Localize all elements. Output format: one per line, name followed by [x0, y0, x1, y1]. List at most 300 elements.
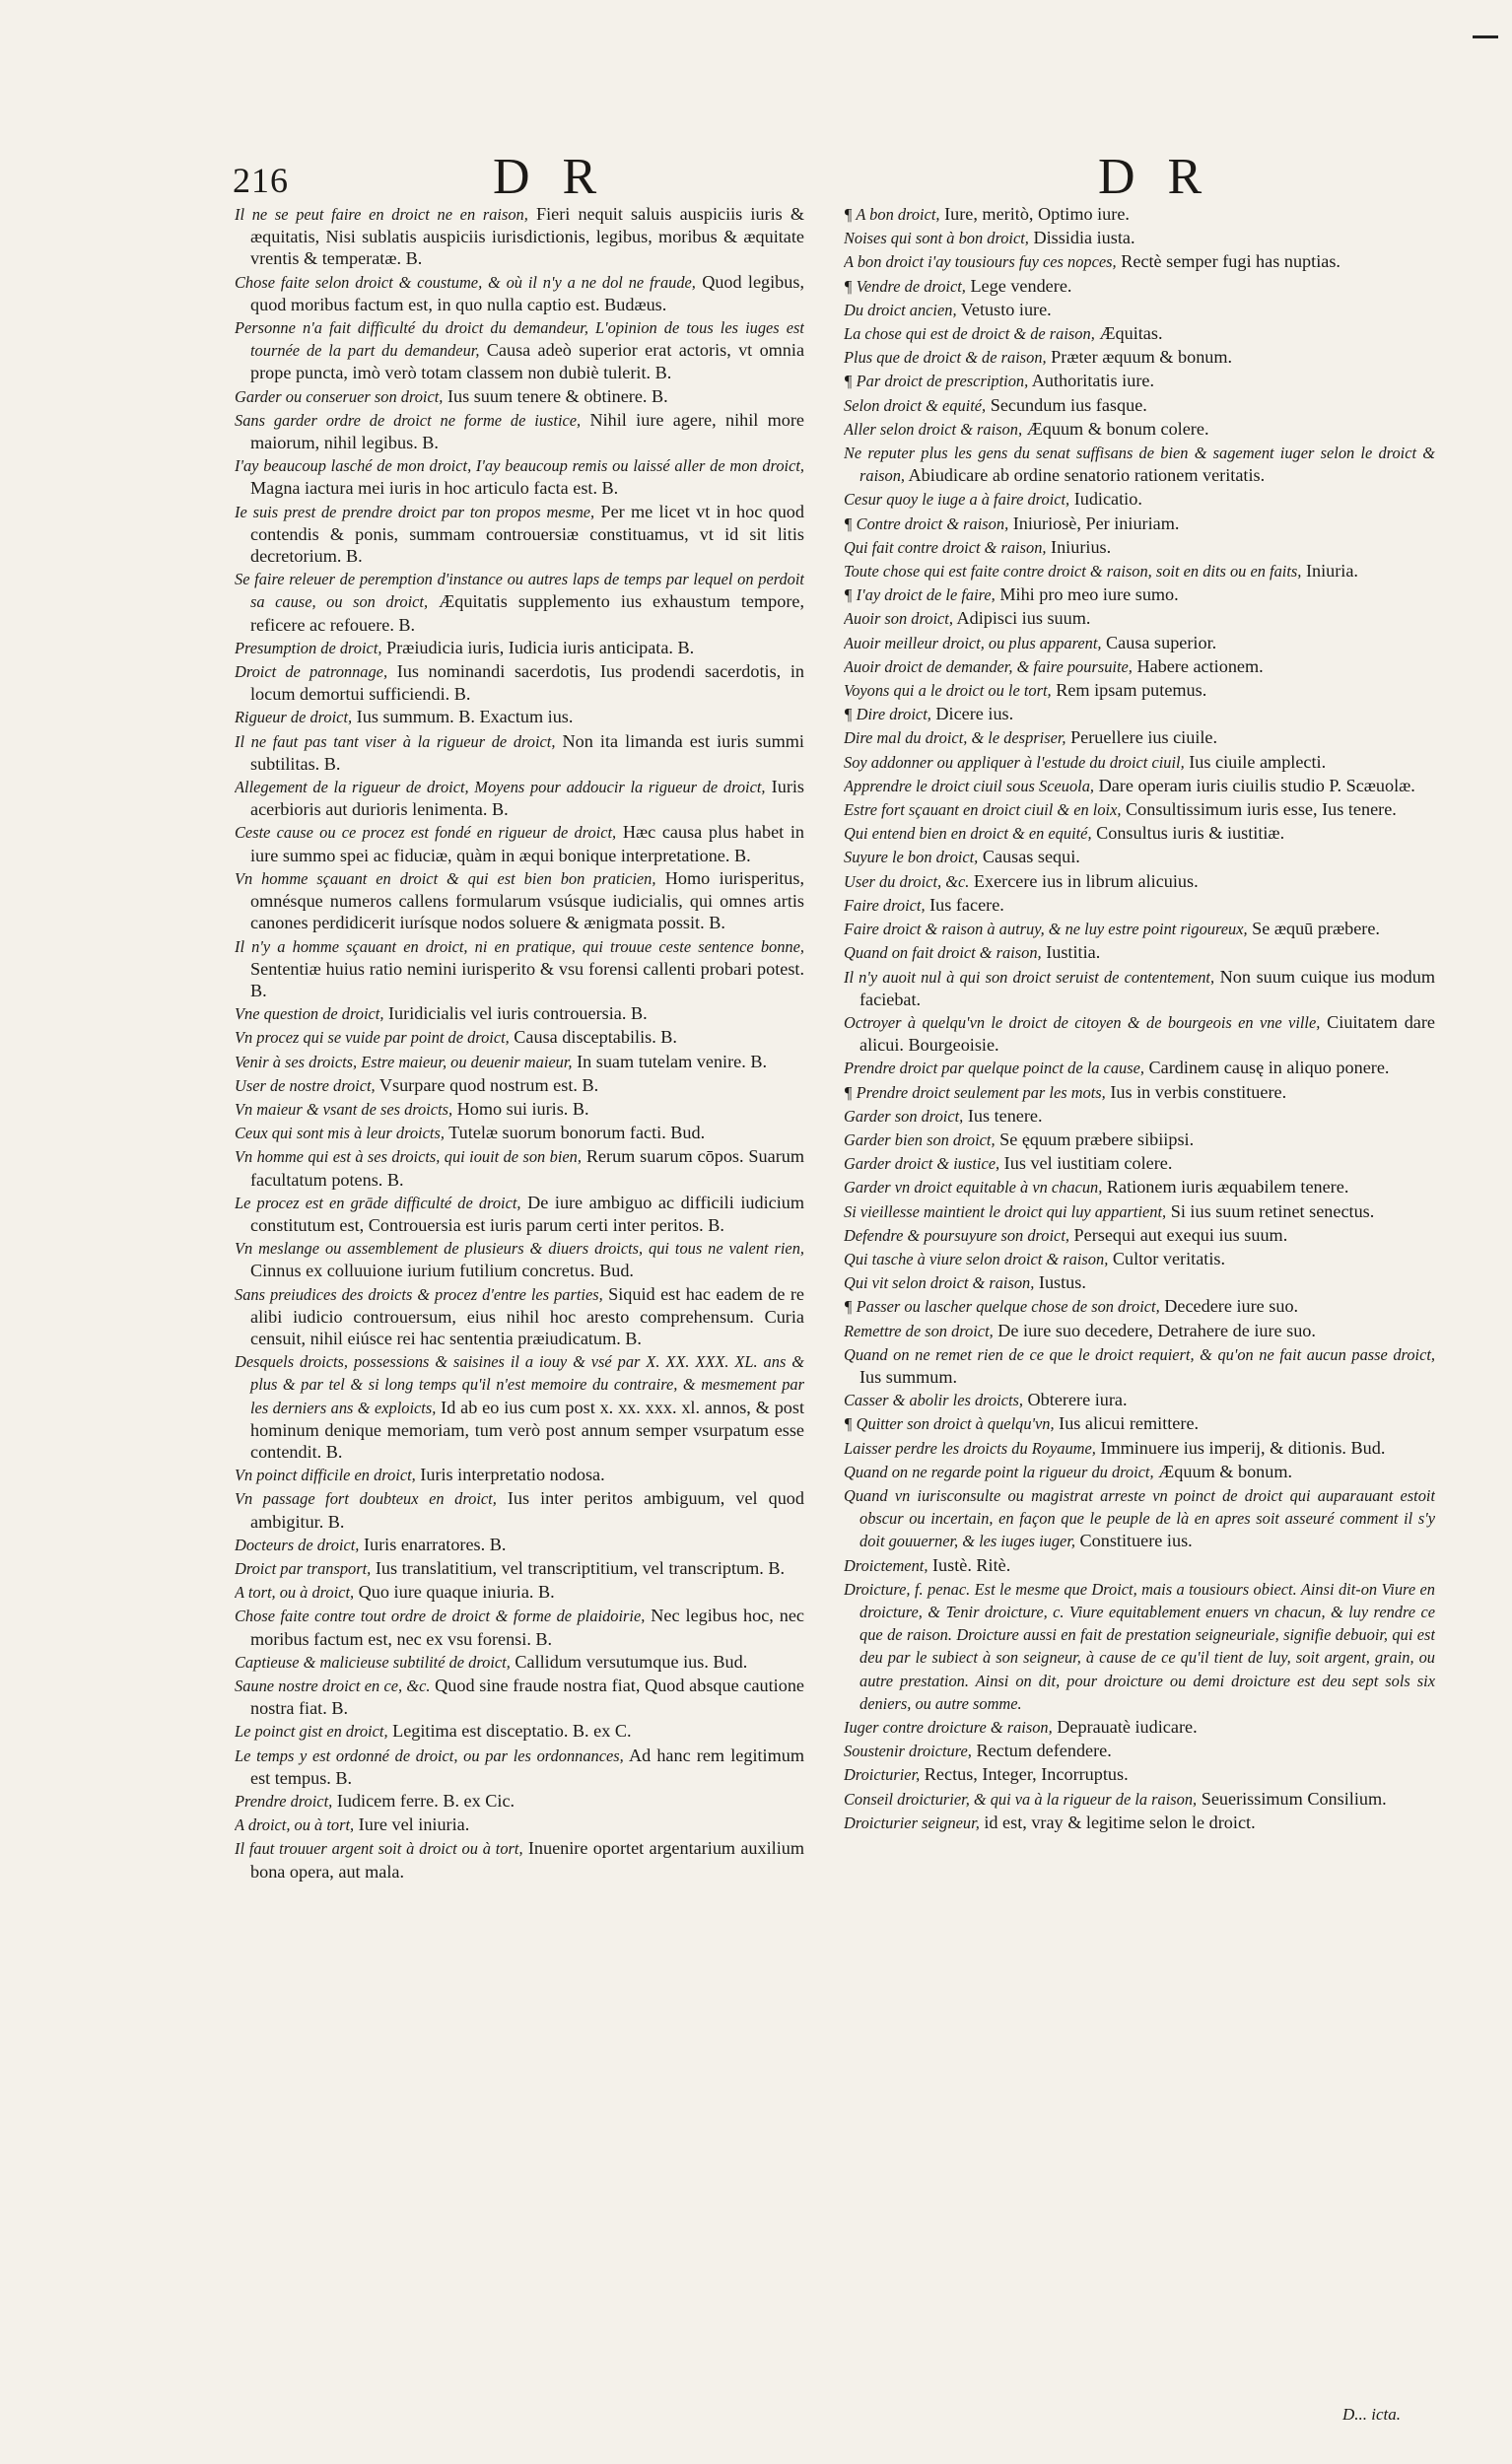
latin-translation: Non ita limanda est iuris summi subtilitas. B.: [250, 730, 804, 774]
french-phrase: Presumption de droict,: [235, 638, 382, 657]
dictionary-entry: [235, 776, 804, 820]
french-phrase: Apprendre le droict ciuil sous Sceuola,: [844, 776, 1095, 795]
latin-translation: id est, vray & legitime selon le droict.: [984, 1812, 1256, 1832]
dictionary-entry: [844, 1152, 1435, 1175]
french-phrase: A droict, ou à tort,: [235, 1815, 355, 1835]
french-phrase: I'ay beaucoup lasché de mon droict, I'ay beaucoup remis ou laissé aller de mon droict,: [235, 456, 804, 476]
dictionary-entry: [235, 1745, 804, 1789]
french-phrase: Ceux qui sont mis à leur droicts,: [235, 1124, 445, 1143]
dictionary-entry: [235, 1557, 804, 1580]
dictionary-entry: [844, 846, 1435, 868]
dictionary-entry: [844, 966, 1435, 1010]
latin-translation: Deprauatè iudicare.: [1057, 1717, 1198, 1737]
french-phrase: ¶ A bon droict,: [844, 205, 940, 224]
dictionary-entry: [844, 299, 1435, 321]
french-phrase: Defendre & poursuyure son droict,: [844, 1225, 1069, 1245]
dictionary-entry: [235, 1145, 804, 1190]
dictionary-entry: [235, 454, 804, 499]
dictionary-entry: [235, 203, 804, 270]
french-phrase: Si vieillesse maintient le droict qui luy appartient,: [844, 1201, 1167, 1221]
latin-translation: Causa superior.: [1106, 632, 1217, 652]
dictionary-entry: [235, 1837, 804, 1882]
french-phrase: Prendre droict,: [235, 1792, 333, 1812]
french-phrase: Ne reputer plus les gens du senat suffisans de bien & sagement iuger selon le droict & raison,: [844, 444, 1435, 486]
dictionary-entry: [235, 1651, 804, 1674]
latin-translation: Iustitia.: [1046, 942, 1101, 963]
dictionary-entry: [844, 560, 1435, 582]
dictionary-entry: [235, 935, 804, 1002]
latin-translation: Tutelæ suorum bonorum facti. Bud.: [448, 1123, 706, 1143]
latin-translation: Rem ipsam putemus.: [1056, 680, 1207, 701]
latin-translation: Dicere ius.: [935, 704, 1014, 724]
french-phrase: Aller selon droict & raison,: [844, 419, 1023, 439]
latin-translation: Legitima est disceptatio. B. ex C.: [392, 1721, 632, 1742]
dictionary-entry: [844, 1129, 1435, 1151]
french-phrase: Garder bien son droict,: [844, 1129, 996, 1149]
dictionary-entry: [235, 1790, 804, 1813]
french-phrase: Le procez est en grāde difficulté de droict,: [235, 1193, 521, 1212]
dictionary-entry: [235, 730, 804, 775]
french-phrase: Il n'y a homme sçauant en droict, ni en pratique, qui trouue ceste sentence bonne,: [235, 936, 804, 956]
latin-translation: Præter æquum & bonum.: [1051, 347, 1233, 368]
dictionary-entry: [844, 394, 1435, 417]
french-phrase: Noises qui sont à bon droict,: [844, 229, 1029, 248]
latin-translation: Ius facere.: [929, 894, 1004, 915]
french-phrase: Cesur quoy le iuge a à faire droict,: [844, 490, 1070, 510]
french-phrase: ¶ Par droict de prescription,: [844, 372, 1029, 391]
latin-translation: Secundum ius fasque.: [990, 394, 1147, 415]
latin-translation: Iure vel iniuria.: [358, 1814, 470, 1835]
dictionary-entry: [844, 894, 1435, 917]
french-phrase: Casser & abolir les droicts,: [844, 1391, 1023, 1410]
french-phrase: Vn homme sçauant en droict & qui est bien bon praticien,: [235, 868, 656, 888]
latin-translation: Se æquū præbere.: [1252, 919, 1380, 939]
dictionary-entry: [844, 418, 1435, 441]
french-phrase: Conseil droicturier, & qui va à la rigueur de la raison,: [844, 1789, 1198, 1809]
latin-translation: Iudicatio.: [1073, 489, 1142, 510]
latin-translation: Cultor veritatis.: [1112, 1248, 1226, 1268]
dictionary-entry: [844, 1578, 1435, 1715]
french-phrase: Allegement de la rigueur de droict, Moyens pour addoucir la rigueur de droict,: [235, 778, 766, 797]
dictionary-entry: [235, 1720, 804, 1743]
latin-translation: Iniurius.: [1051, 536, 1112, 557]
dictionary-entry: [844, 1224, 1435, 1247]
french-phrase: Dire mal du droict, & le despriser,: [844, 728, 1066, 748]
french-phrase: Docteurs de droict,: [235, 1535, 360, 1554]
french-phrase: Quand on ne remet rien de ce que le droict requiert, & qu'on ne fait aucun passe droict,: [844, 1344, 1435, 1364]
dictionary-entry: [844, 607, 1435, 630]
dictionary-entry: [844, 1200, 1435, 1223]
latin-translation: Abiudicare ab ordine senatorio rationem veritatis.: [908, 465, 1266, 486]
french-phrase: Sans garder ordre de droict ne forme de iustice,: [235, 410, 582, 430]
dictionary-entry: [844, 1011, 1435, 1056]
french-phrase: Droicturier,: [844, 1765, 921, 1785]
french-phrase: Iuger contre droicture & raison,: [844, 1718, 1053, 1737]
dictionary-entry: [235, 867, 804, 934]
dictionary-entry: [844, 941, 1435, 964]
french-phrase: Octroyer à quelqu'vn le droict de citoyen & de bourgeois en vne ville,: [844, 1012, 1321, 1032]
dictionary-entry: [235, 409, 804, 453]
dictionary-entry: [235, 316, 804, 384]
page-number: 216: [233, 161, 289, 200]
dictionary-entry: [235, 706, 804, 728]
french-phrase: Ceste cause ou ce procez est fondé en rigueur de droict,: [235, 823, 617, 843]
french-phrase: La chose qui est de droict & de raison,: [844, 324, 1095, 344]
french-phrase: Qui vit selon droict & raison,: [844, 1273, 1035, 1293]
french-phrase: Personne n'a fait difficulté du droict du demandeur, L'opinion de tous les iuges est tournée de la part du demandeur,: [235, 318, 804, 361]
french-phrase: User de nostre droict,: [235, 1075, 376, 1095]
dictionary-entry: [844, 1176, 1435, 1198]
latin-translation: Dare operam iuris ciuilis studio P. Scæuolæ.: [1098, 775, 1415, 795]
latin-translation: Peruellere ius ciuile.: [1070, 727, 1218, 748]
latin-translation: Nec legibus hoc, nec moribus factum est, nec ex vsu forensi. B.: [250, 1606, 804, 1649]
latin-translation: Vsurpare quod nostrum est. B.: [378, 1074, 599, 1095]
dictionary-entry: [844, 1484, 1435, 1553]
french-phrase: Faire droict & raison à autruy, & ne luy estre point rigoureux,: [844, 920, 1248, 939]
french-phrase: Garder vn droict equitable à vn chacun,: [844, 1178, 1103, 1198]
french-phrase: Auoir droict de demander, & faire poursuite,: [844, 656, 1133, 676]
dictionary-entry: [844, 1763, 1435, 1786]
dictionary-entry: [844, 655, 1435, 678]
french-phrase: Le temps y est ordonné de droict, ou par les ordonnances,: [235, 1745, 624, 1765]
dictionary-entry: [844, 775, 1435, 797]
french-phrase: Vn poinct difficile en droict,: [235, 1466, 416, 1485]
latin-translation: Æquitatis supplemento ius exhaustum tempore, reficere ac refouere. B.: [250, 591, 804, 635]
latin-translation: Iudicem ferre. B. ex Cic.: [336, 1791, 515, 1812]
french-phrase: ¶ Quitter son droict à quelqu'vn,: [844, 1414, 1055, 1434]
dictionary-entry: [844, 1740, 1435, 1762]
running-head-right: D R: [1098, 149, 1212, 205]
dictionary-entry: [844, 442, 1435, 487]
latin-translation: Causa disceptabilis. B.: [514, 1027, 677, 1048]
french-phrase: Remettre de son droict,: [844, 1321, 994, 1340]
french-phrase: Selon droict & equité,: [844, 395, 987, 415]
dictionary-entry: [844, 632, 1435, 654]
latin-translation: Ius alicui remittere.: [1059, 1413, 1200, 1434]
french-phrase: ¶ Passer ou lascher quelque chose de son droict,: [844, 1297, 1160, 1317]
french-phrase: Garder ou conseruer son droict,: [235, 386, 444, 406]
latin-translation: Decedere iure suo.: [1164, 1296, 1299, 1317]
latin-translation: Callidum versutumque ius. Bud.: [515, 1651, 748, 1672]
dictionary-entry: [844, 751, 1435, 774]
french-phrase: Saune nostre droict en ce, &c.: [235, 1677, 431, 1695]
french-phrase: Prendre droict par quelque poinct de la cause,: [844, 1059, 1144, 1078]
dictionary-entry: [235, 1026, 804, 1049]
dictionary-entry: [235, 1350, 804, 1463]
dictionary-entry: [844, 583, 1435, 606]
latin-translation: Lege vendere.: [970, 275, 1072, 296]
dictionary-entry: [844, 1057, 1435, 1079]
latin-translation: Rationem iuris æquabilem tenere.: [1106, 1177, 1349, 1198]
latin-translation: Causa adeò superior erat actoris, vt omnia prope puncta, imò verò totam classem non dubiè tulerit. B.: [250, 340, 804, 383]
latin-translation: Ius inter peritos ambiguum, vel quod ambigitur. B.: [250, 1488, 804, 1532]
corner-mark: [1473, 35, 1498, 38]
dictionary-entry: [235, 1074, 804, 1097]
dictionary-entry: [235, 568, 804, 636]
dictionary-entry: [235, 1051, 804, 1073]
dictionary-entry: [235, 1814, 804, 1836]
dictionary-entry: [235, 1675, 804, 1719]
latin-translation: Persequi aut exequi ius suum.: [1073, 1224, 1288, 1245]
latin-translation: Vetusto iure.: [960, 299, 1052, 319]
french-phrase: Faire droict,: [844, 895, 926, 915]
french-phrase: Il n'y auoit nul à qui son droict seruist de contentement,: [844, 967, 1215, 987]
latin-translation: Iure, meritò, Optimo iure.: [944, 204, 1130, 224]
french-phrase: A bon droict i'ay tousiours fuy ces nopces,: [844, 252, 1117, 272]
catchword: D... icta.: [1342, 2405, 1402, 2424]
dictionary-entry: [844, 1461, 1435, 1483]
latin-translation: Mihi pro meo iure sumo.: [999, 584, 1179, 605]
dictionary-entry: [844, 703, 1435, 725]
french-phrase: Droict de patronnage,: [235, 662, 388, 682]
dictionary-entry: [235, 1581, 804, 1604]
french-phrase: Suyure le bon droict,: [844, 848, 979, 867]
dictionary-entry: [844, 370, 1435, 392]
dictionary-entry: [844, 1320, 1435, 1342]
dictionary-entry: [844, 1554, 1435, 1577]
latin-translation: Ius summum.: [859, 1366, 958, 1387]
latin-translation: De iure suo decedere, Detrahere de iure suo.: [997, 1320, 1316, 1340]
latin-translation: Constituere ius.: [1079, 1531, 1193, 1551]
dictionary-entry: [235, 1487, 804, 1532]
latin-translation: Æquitas.: [1099, 323, 1163, 344]
french-phrase: Auoir son droict,: [844, 609, 953, 629]
french-phrase: Il faut trouuer argent soit à droict ou à tort,: [235, 1839, 523, 1859]
french-phrase: Vn maieur & vsant de ses droicts,: [235, 1099, 453, 1119]
french-phrase: Garder son droict,: [844, 1106, 964, 1126]
latin-translation: Iustè. Ritè.: [931, 1554, 1011, 1575]
dictionary-entry: [844, 1389, 1435, 1411]
french-phrase: Droicturier seigneur,: [844, 1813, 980, 1832]
dictionary-entry: [844, 322, 1435, 345]
french-phrase: Plus que de droict & de raison,: [844, 348, 1047, 368]
latin-translation: In suam tutelam venire. B.: [577, 1051, 768, 1071]
french-phrase: ¶ Prendre droict seulement par les mots,: [844, 1082, 1106, 1102]
dictionary-entry: [844, 203, 1435, 226]
latin-translation: Ius summum. B. Exactum ius.: [356, 707, 574, 727]
latin-translation: Adipisci ius suum.: [956, 608, 1091, 629]
latin-translation: Se ęquum præbere sibiipsi.: [999, 1129, 1195, 1149]
dictionary-entry: [844, 1716, 1435, 1739]
latin-translation: Si ius suum retinet senectus.: [1170, 1200, 1375, 1221]
dictionary-entry: [844, 1081, 1435, 1104]
latin-translation: Ius translatitium, vel transcriptitium, vel transcriptum. B.: [375, 1557, 786, 1578]
french-phrase: Droictement,: [844, 1555, 928, 1575]
latin-translation: Consultissimum iuris esse, Ius tenere.: [1126, 799, 1397, 820]
dictionary-entry: [235, 1464, 804, 1486]
latin-translation: Dissidia iusta.: [1033, 228, 1135, 248]
dictionary-entry: [844, 1788, 1435, 1811]
french-phrase: ¶ I'ay droict de le faire,: [844, 585, 996, 605]
french-phrase: Chose faite selon droict & coustume, & où il n'y a ne dol ne fraude,: [235, 272, 696, 292]
dictionary-entry: [235, 1122, 804, 1144]
latin-translation: Ius nominandi sacerdotis, Ius prodendi sacerdotis, in locum demortui sufficiendi. B.: [250, 661, 804, 705]
french-phrase: Il ne faut pas tant viser à la rigueur de droict,: [235, 731, 556, 751]
dictionary-entry: [844, 275, 1435, 298]
french-phrase: Soustenir droicture,: [844, 1742, 972, 1761]
latin-translation: Rectum defendere.: [976, 1741, 1112, 1761]
french-phrase: Garder droict & iustice,: [844, 1154, 1000, 1174]
latin-translation: Æquum & bonum colere.: [1026, 418, 1209, 439]
dictionary-entry: [844, 227, 1435, 249]
french-phrase: Le poinct gist en droict,: [235, 1722, 388, 1742]
latin-translation: Rectè semper fugi has nuptias.: [1121, 251, 1340, 272]
french-phrase: Vn homme qui est à ses droicts, qui iouit de son bien,: [235, 1147, 582, 1167]
french-phrase: Vn procez qui se vuide par point de droict,: [235, 1028, 510, 1048]
french-phrase: Venir à ses droicts, Estre maieur, ou deuenir maieur,: [235, 1052, 573, 1071]
latin-translation: Præiudicia iuris, Iudicia iuris anticipata. B.: [386, 637, 695, 657]
running-head-left: D R: [493, 149, 607, 205]
latin-translation: Imminuere ius imperij, & ditionis. Bud.: [1100, 1437, 1386, 1458]
dictionary-entry: [235, 1192, 804, 1236]
french-phrase: Desquels droicts, possessions & saisines il a iouy & vsé par X. XX. XXX. XL. ans & plus & par tel & si long temps qu'il n'est memoire du contraire, & mesmement par les derniers ans & exploicts,: [235, 1352, 804, 1417]
dictionary-entry: [844, 488, 1435, 511]
french-phrase: Quand vn iurisconsulte ou magistrat arreste vn poinct de droict qui auparauant estoit obscur ou incertain, en façon que le peuple de là en apres soit asseuré comment il s'y doit gouuerner, & les iuges iuger,: [844, 1485, 1435, 1551]
french-phrase: Il ne se peut faire en droict ne en raison,: [235, 205, 528, 224]
french-phrase: Qui entend bien en droict & en equité,: [844, 824, 1092, 844]
dictionary-entry: [844, 1295, 1435, 1318]
left-column: [235, 203, 804, 2391]
french-phrase: ¶ Vendre de droict,: [844, 276, 966, 296]
french-phrase: ¶ Dire droict,: [844, 705, 931, 724]
latin-translation: Magna iactura mei iuris in hoc articulo facta est. B.: [250, 478, 619, 499]
french-phrase: Vn passage fort doubteux en droict,: [235, 1489, 497, 1509]
french-phrase: Toute chose qui est faite contre droict & raison, soit en dits ou en faits,: [844, 562, 1302, 582]
latin-translation: Cinnus ex colluuione iurium futilium concretus. Bud.: [250, 1261, 634, 1281]
latin-translation: Ius tenere.: [967, 1105, 1043, 1126]
right-column: [844, 203, 1435, 2391]
french-phrase: Voyons qui a le droict ou le tort,: [844, 681, 1052, 701]
dictionary-entry: [235, 1237, 804, 1281]
french-phrase: Vne question de droict,: [235, 1004, 384, 1024]
latin-translation: Quod sine fraude nostra fiat, Quod absque cautione nostra fiat. B.: [250, 1676, 804, 1719]
latin-translation: Æquum & bonum.: [1158, 1461, 1293, 1481]
dictionary-entry: [235, 501, 804, 568]
latin-translation: Ad hanc rem legitimum est tempus. B.: [250, 1745, 804, 1788]
latin-translation: Habere actionem.: [1136, 655, 1264, 676]
dictionary-entry: [844, 1437, 1435, 1460]
latin-translation: Sententiæ huius ratio nemini iurisperito & vsu forensi callenti probari potest. B.: [250, 958, 804, 1000]
dictionary-entry: [844, 1248, 1435, 1270]
french-phrase: Se faire releuer de peremption d'instance ou autres laps de temps par lequel on perdoit sa cause, ou son droict,: [235, 570, 804, 612]
latin-translation: Ius vel iustitiam colere.: [1003, 1153, 1173, 1174]
dictionary-entry: [235, 1605, 804, 1649]
french-phrase: Soy addonner ou appliquer à l'estude du droict ciuil,: [844, 752, 1185, 772]
dictionary-entry: [235, 271, 804, 315]
french-phrase: Qui fait contre droict & raison,: [844, 537, 1047, 557]
latin-translation: Quo iure quaque iniuria. B.: [358, 1582, 555, 1603]
latin-translation: Homo iurisperitus, omnésque numeros callens formularum vsúsque iudicialis, qui omnes artis canones perdidicerit iurísque nodos soluere & ænigmata possit. B.: [250, 867, 804, 933]
french-phrase: Sans preiudices des droicts & procez d'entre les parties,: [235, 1284, 603, 1304]
dictionary-entry: [844, 726, 1435, 749]
latin-translation: Iustus.: [1038, 1272, 1086, 1293]
latin-translation: Quod legibus, quod moribus factum est, in quo nulla captio est. Budæus.: [250, 271, 804, 314]
french-phrase: Ie suis prest de prendre droict par ton propos mesme,: [235, 502, 595, 521]
dictionary-entry: [844, 1105, 1435, 1128]
latin-translation: Iuris acerbioris aut durioris lenimenta. B.: [250, 777, 804, 820]
latin-translation: Cardinem causę in aliquo ponere.: [1148, 1058, 1390, 1078]
dictionary-entry: [235, 1534, 804, 1556]
latin-translation: Exercere ius in librum alicuius.: [973, 870, 1199, 891]
french-phrase: Qui tasche à viure selon droict & raison,: [844, 1249, 1109, 1268]
dictionary-entry: [844, 918, 1435, 940]
dictionary-entry: [844, 536, 1435, 559]
dictionary-entry: [844, 1812, 1435, 1834]
latin-translation: Ciuitatem dare alicui. Bourgeoisie.: [859, 1011, 1435, 1056]
latin-translation: Iniuria.: [1305, 561, 1358, 582]
latin-translation: Id ab eo ius cum post x. xx. xxx. xl. annos, & post hominum denique memoriam, tum verò post annum semper vsurpatum esse contendit. B.: [250, 1397, 804, 1462]
latin-translation: Rerum suarum cōpos. Suarum facultatum potens. B.: [250, 1146, 804, 1190]
dictionary-entry: [235, 1002, 804, 1025]
latin-translation: Nihil iure agere, nihil more maiorum, nihil legibus. B.: [250, 409, 804, 453]
dictionary-entry: [235, 385, 804, 408]
dictionary-entry: [844, 513, 1435, 535]
latin-translation: Causas sequi.: [982, 847, 1080, 867]
dictionary-entry: [844, 870, 1435, 893]
dictionary-entry: [235, 1098, 804, 1121]
latin-translation: De iure ambiguo ac difficili iudicium constitutum est, Controuersia est iuris parum certi inter peritos. B.: [250, 1192, 804, 1235]
french-phrase: Vn meslange ou assemblement de plusieurs & diuers droicts, qui tous ne valent rien,: [235, 1239, 804, 1259]
dictionary-entry: [844, 798, 1435, 821]
latin-translation: Obterere iura.: [1027, 1390, 1128, 1410]
french-phrase: Droict par transport,: [235, 1558, 372, 1578]
french-phrase: Quand on ne regarde point la rigueur du droict,: [844, 1462, 1154, 1481]
latin-translation: Iuridicialis vel iuris controuersia. B.: [387, 1003, 648, 1024]
french-phrase: Captieuse & malicieuse subtilité de droict,: [235, 1652, 511, 1672]
latin-translation: Iniuriosè, Per iniuriam.: [1012, 513, 1180, 533]
latin-translation: Seuerissimum Consilium.: [1201, 1788, 1387, 1809]
dictionary-entry: [235, 1283, 804, 1350]
latin-translation: Ius ciuile amplecti.: [1189, 751, 1327, 772]
dictionary-entry: [844, 1271, 1435, 1294]
dictionary-entry: [844, 822, 1435, 845]
french-phrase: Auoir meilleur droict, ou plus apparent,: [844, 633, 1102, 652]
dictionary-entry: [844, 679, 1435, 702]
latin-translation: Hæc causa plus habet in iure summo spei ac fiduciæ, quàm in æqui bonique interpretatione. B.: [250, 822, 804, 865]
french-phrase: User du droict, &c.: [844, 871, 970, 891]
latin-translation: Iuris enarratores. B.: [363, 1534, 507, 1554]
latin-translation: Rectus, Integer, Incorruptus.: [924, 1764, 1129, 1785]
dictionary-entry: [235, 660, 804, 705]
dictionary-entry: [844, 1412, 1435, 1435]
french-phrase: Rigueur de droict,: [235, 708, 353, 727]
latin-translation: Ius suum tenere & obtinere. B.: [447, 385, 668, 406]
latin-translation: Authoritatis iure.: [1031, 371, 1154, 391]
dictionary-entry: [844, 346, 1435, 369]
latin-translation: Iuris interpretatio nodosa.: [420, 1465, 605, 1485]
latin-translation: Fieri nequit saluis auspiciis iuris & æquitatis, Nisi sublatis auspiciis iurisdictionis, legibus, moribus & æquitate vrentis & temperatæ. B.: [250, 204, 804, 269]
french-phrase: Quand on fait droict & raison,: [844, 943, 1042, 963]
latin-translation: Ius in verbis constituere.: [1110, 1081, 1287, 1102]
latin-translation: Inuenire oportet argentarium auxilium bona opera, aut mala.: [250, 1838, 804, 1882]
french-phrase: Du droict ancien,: [844, 300, 957, 319]
latin-translation: Non suum cuique ius modum faciebat.: [859, 966, 1435, 1009]
french-phrase: A tort, ou à droict,: [235, 1583, 355, 1603]
french-phrase: Estre fort sçauant en droict ciuil & en loix,: [844, 800, 1122, 820]
latin-translation: Homo sui iuris. B.: [456, 1098, 589, 1119]
latin-translation: Siquid est hac eadem de re alibi iudicio controuersum, eius nihil hoc aresto comprehensum. Curia censuit, nihil eiúsce rei hac sententia præiudicatum. B.: [250, 1283, 804, 1348]
latin-translation: Per me licet vt in hoc quod contendis & ponis, summam controuersiæ constituamus, vt id sit litis decretorium. B.: [250, 501, 804, 567]
french-phrase: ¶ Contre droict & raison,: [844, 513, 1009, 533]
french-phrase: Laisser perdre les droicts du Royaume,: [844, 1438, 1096, 1458]
french-phrase: Droicture, f. penac. Est le mesme que Droict, mais a tousiours obiect. Ainsi dit-on Viure en droicture, & Tenir droicture, c. Viure equitablement enuers vn chacun, & luy rendre ce que de raison. Droicture aussi en fait de prestation seigneuriale, signifie debuoir, qui est deu par le subiect à son seigneur, à cause de ce qu'il tient de luy, soit argent, grain, ou autre prestation. Ainsi on dit, pour droicture ou demi droicture est deu sept sols six deniers, ou autre somme.: [844, 1579, 1435, 1713]
french-phrase: Chose faite contre tout ordre de droict & forme de plaidoirie,: [235, 1607, 646, 1626]
dictionary-entry: [235, 821, 804, 865]
dictionary-entry: [235, 637, 804, 659]
dictionary-entry: [844, 250, 1435, 273]
latin-translation: Consultus iuris & iustitiæ.: [1096, 823, 1285, 844]
dictionary-entry: [844, 1343, 1435, 1388]
